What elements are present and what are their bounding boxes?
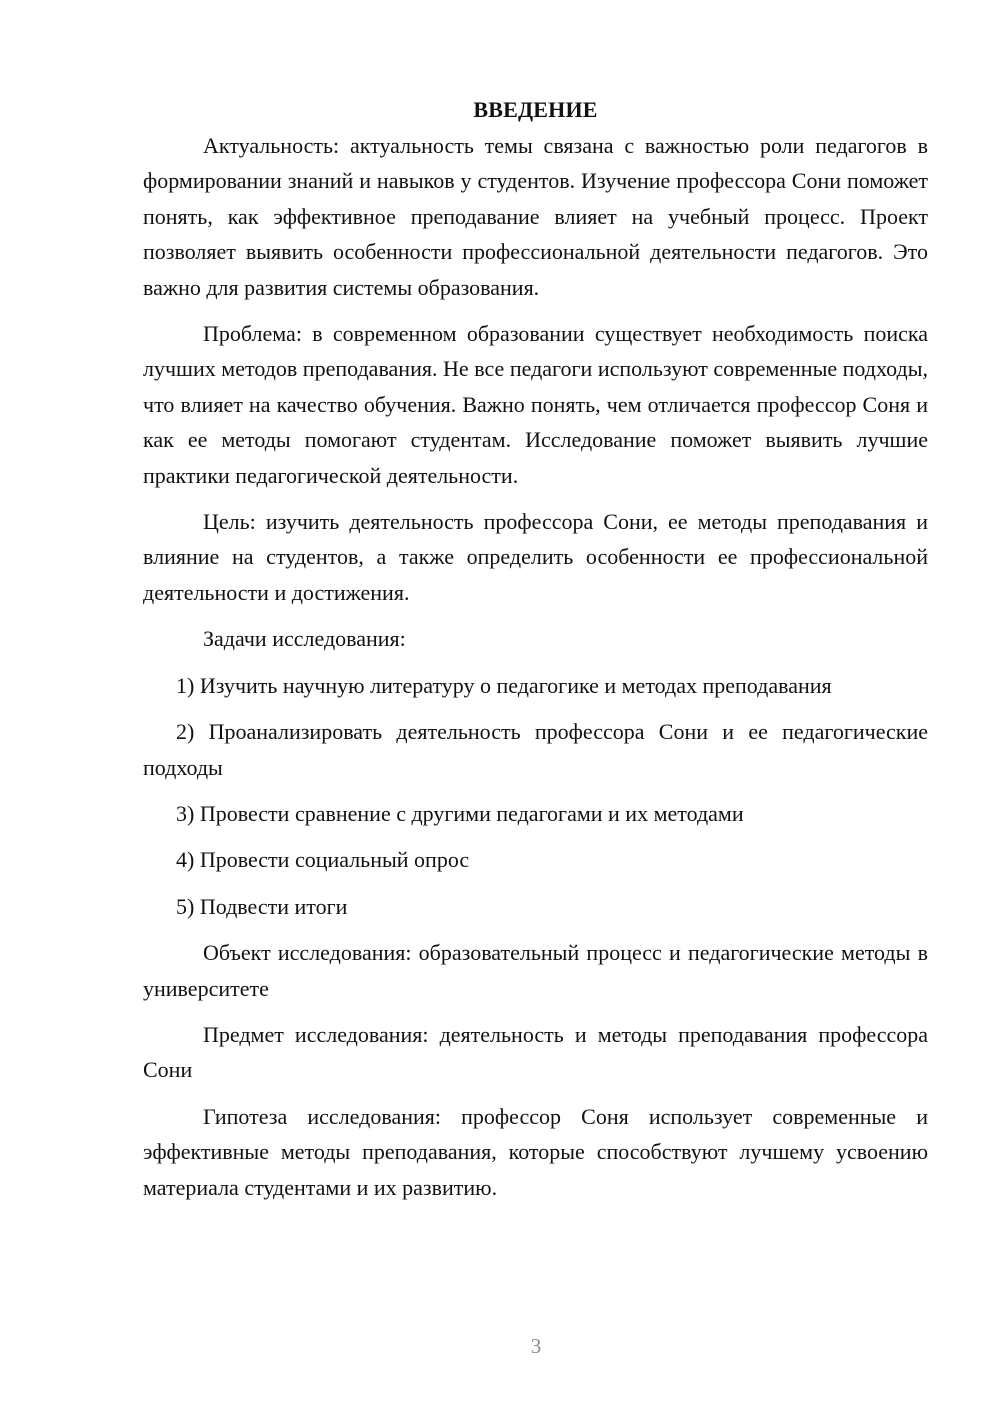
page-title: ВВЕДЕНИЕ [473,97,598,122]
task-item-4: 4) Провести социальный опрос [176,847,470,873]
goal-paragraph: Цель: изучить деятельность профессора Сони, ее методы преподавания и влияние на студентов, а также определить особенности ее профессиональной деятельности и достижения. [143,509,928,605]
task-item-2: 2) Проанализировать деятельность профессора Сони и ее педагогические подходы [143,719,928,780]
task-item-3: 3) Провести сравнение с другими педагогами и их методами [176,800,744,826]
task-item-5: 5) Подвести итоги [176,893,348,919]
page-number: 3 [530,1334,542,1358]
page-content [143,92,928,1205]
subject-paragraph: Предмет исследования: деятельность и методы преподавания профессора Сони [143,1021,928,1083]
tasks-heading: Задачи исследования: [203,626,406,652]
hypothesis-paragraph: Гипотеза исследования: профессор Соня использует современные и эффективные методы преподавания, которые способствуют лучшему усвоению материала студентами и их развитию. [143,1103,928,1200]
relevance-paragraph: Актуальность: актуальность темы связана с важностью роли педагогов в формировании знаний и навыков у студентов. Изучение профессора Сони поможет понять, как эффективное преподавание влияет на учебный процесс. Проект позволяет выявить особенности профессиональной деятельности педагогов. Это важно для развития системы образования. [143,133,928,300]
task-item-1: 1) Изучить научную литературу о педагогике и методах преподавания [176,672,832,698]
object-paragraph: Объект исследования: образовательный процесс и педагогические методы в университете [143,940,928,1001]
problem-paragraph: Проблема: в современном образовании существует необходимость поиска лучших методов преподавания. Не все педагоги используют современные подходы, что влияет на качество обучения. Важно понять, чем отличается профессор Соня и как ее методы помогают студентам. Исследование поможет выявить лучшие практики педагогической деятельности. [143,321,928,488]
